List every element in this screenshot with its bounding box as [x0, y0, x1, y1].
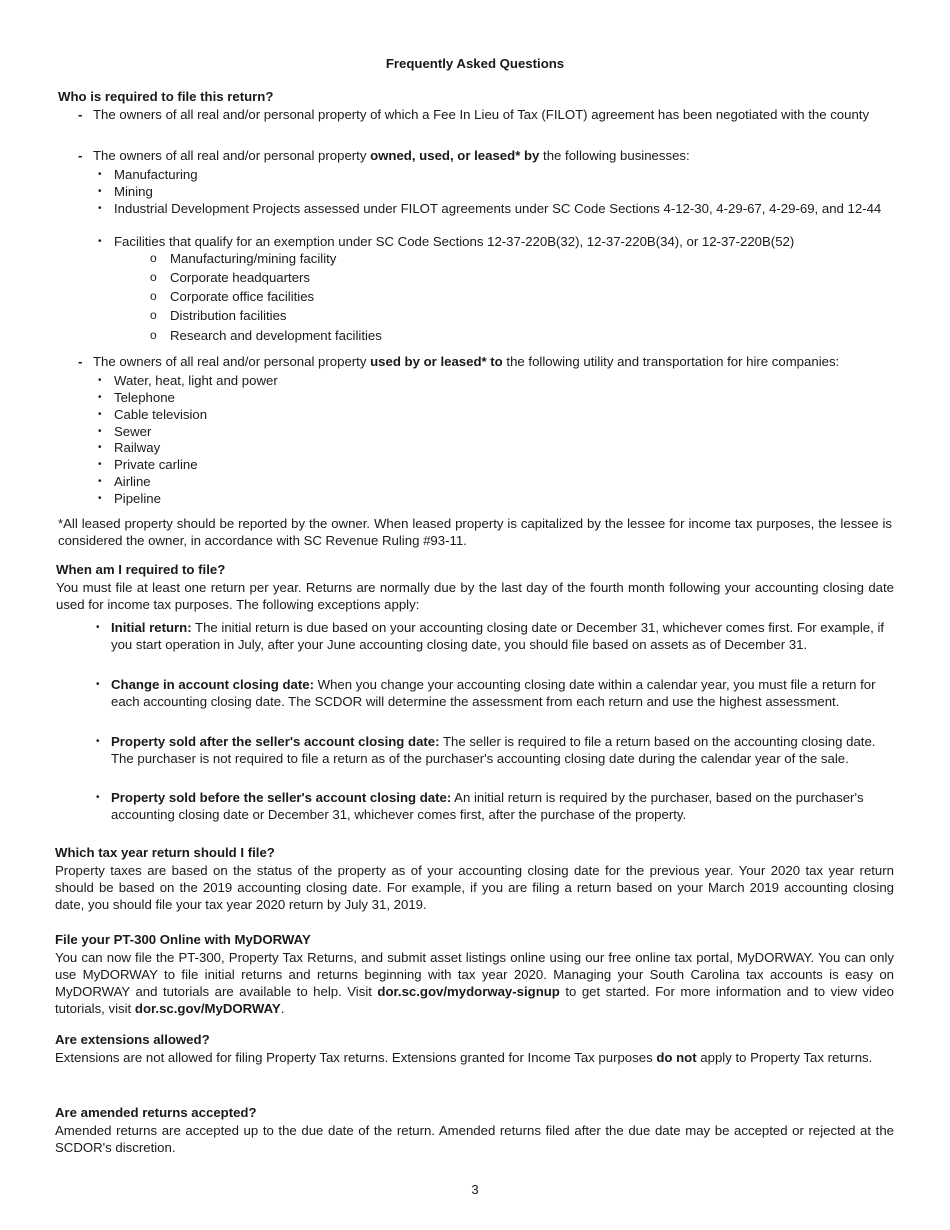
- circle-marker: o: [150, 251, 157, 265]
- who-dash-item-2: [78, 147, 878, 164]
- bullet-marker: •: [98, 459, 102, 470]
- bullet-marker: •: [98, 426, 102, 437]
- page-title: Frequently Asked Questions: [385, 56, 565, 71]
- when-body: You must file at least one return per year. Returns are normally due by the last day of the fourth month following your accounting closing date used for income tax purposes. The following exceptions apply:: [56, 580, 894, 612]
- business-item: • Facilities that qualify for an exemption under SC Code Sections 12-37-220B(32), 12-37-220B(34), or 12-37-220B(52): [98, 234, 795, 249]
- utility-item: • Water, heat, light and power: [98, 373, 278, 388]
- which-heading: Which tax year return should I file?: [55, 845, 275, 860]
- leased-note: *All leased property should be reported by the owner. When leased property is capitalized by the lessee for income tax purposes, the lessee is considered the owner, in accordance with SC Revenue Ruling #93-11.: [58, 516, 892, 548]
- facility-item: o Distribution facilities: [150, 308, 287, 323]
- mydorway-signup-link[interactable]: dor.sc.gov/mydorway-signup: [377, 984, 560, 999]
- dash-text: the following utility and transportation for hire companies:: [502, 354, 840, 369]
- bullet-marker: •: [96, 679, 100, 690]
- facility-item: o Research and development facilities: [150, 328, 382, 343]
- bullet-marker: •: [98, 392, 102, 403]
- dash-marker: -: [78, 107, 83, 122]
- online-body: You can now file the PT-300, Property Tax Returns, and submit asset listings online using our free online tax portal, MyDORWAY. You can only use MyDORWAY to file initial returns and returns beginning with tax year 2020. Managing your South Carolina tax accounts is easy on MyDORWAY and tutorials are available to help. Visit dor.sc.gov/mydorway-signup to get started. For more information and to view video tutorials, visit dor.sc.gov/MyDORWAY.: [55, 950, 894, 1016]
- circle-marker: o: [150, 328, 157, 342]
- utility-item: • Private carline: [98, 457, 198, 472]
- circle-marker: o: [150, 308, 157, 322]
- dash-marker: -: [78, 148, 83, 163]
- dash-bold-text: used by or leased* to: [370, 354, 503, 369]
- bullet-marker: •: [98, 169, 102, 180]
- dash-text: The owners of all real and/or personal property of which a Fee In Lieu of Tax (FILOT) agreement has been negotiated with the county: [93, 107, 870, 122]
- dash-text: the following businesses:: [539, 148, 690, 163]
- utility-item: • Cable television: [98, 407, 208, 422]
- when-heading: When am I required to file?: [56, 562, 226, 577]
- who-dash-item-3: [78, 353, 908, 370]
- which-body: Property taxes are based on the status of the property as of your accounting closing date for the previous year. Your 2020 tax year return should be based on the 2019 accounting closing date. For example, if you are filing a return based on your March 2019 accounting closing date, you should file your tax year 2020 return by July 31, 2019.: [55, 863, 894, 912]
- bullet-marker: •: [96, 792, 100, 803]
- bullet-marker: •: [96, 622, 100, 633]
- amended-body: Amended returns are accepted up to the due date of the return. Amended returns filed after the due date may be accepted or rejected at the SCDOR's discretion.: [55, 1123, 894, 1155]
- facility-item: o Corporate office facilities: [150, 289, 315, 304]
- bullet-marker: •: [98, 409, 102, 420]
- bullet-marker: •: [98, 203, 102, 214]
- utility-item: • Sewer: [98, 424, 152, 439]
- exception-item: • Property sold before the seller's account closing date: An initial return is required by the purchaser, based on the purchaser's accounting closing date or December 31, whichever comes first, after the purchase of the property.: [96, 790, 864, 822]
- page-number: 3: [471, 1182, 479, 1197]
- extensions-heading: Are extensions allowed?: [55, 1032, 210, 1047]
- exception-item: • Property sold after the seller's account closing date: The seller is required to file a return based on the accounting closing date. The purchaser is not required to file a return as of the purchaser's accounting closing date during the calendar year of the sale.: [96, 734, 876, 766]
- utility-item: • Airline: [98, 474, 151, 489]
- dash-marker: -: [78, 354, 83, 369]
- facility-item: o Corporate headquarters: [150, 270, 311, 285]
- business-item: • Mining: [98, 184, 153, 199]
- circle-marker: o: [150, 270, 157, 284]
- bullet-marker: •: [98, 375, 102, 386]
- dash-text: The owners of all real and/or personal property: [93, 354, 371, 369]
- utility-item: • Railway: [98, 440, 161, 455]
- bullet-marker: •: [98, 442, 102, 453]
- bullet-marker: •: [98, 236, 102, 247]
- business-item: • Manufacturing: [98, 167, 198, 182]
- bullet-marker: •: [96, 736, 100, 747]
- business-item: • Industrial Development Projects assessed under FILOT agreements under SC Code Sections 4-12-30, 4-29-67, 4-29-69, and 12-44: [98, 201, 882, 216]
- utility-item: • Telephone: [98, 390, 175, 405]
- who-heading: Who is required to file this return?: [58, 89, 274, 104]
- exception-item: • Change in account closing date: When you change your accounting closing date within a calendar year, you must file a return for each accounting closing date. The SCDOR will determine the assessment from each return and use the highest assessment.: [96, 677, 876, 709]
- amended-heading: Are amended returns accepted?: [55, 1105, 257, 1120]
- utility-item: • Pipeline: [98, 491, 161, 506]
- mydorway-link[interactable]: dor.sc.gov/MyDORWAY: [134, 1001, 281, 1016]
- bullet-marker: •: [98, 476, 102, 487]
- bullet-marker: •: [98, 493, 102, 504]
- circle-marker: o: [150, 289, 157, 303]
- exception-item: • Initial return: The initial return is due based on your accounting closing date or December 31, whichever comes first. For example, if you start operation in July, after your June accounting closing date, you should file based on assets as of December 31.: [96, 620, 885, 652]
- facility-item: o Manufacturing/mining facility: [150, 251, 337, 266]
- dash-bold-text: owned, used, or leased* by: [370, 148, 540, 163]
- who-dash-item-1: [78, 106, 878, 123]
- extensions-body: Extensions are not allowed for filing Property Tax returns. Extensions granted for Income Tax purposes do not apply to Property Tax returns.: [55, 1050, 873, 1065]
- online-heading: File your PT-300 Online with MyDORWAY: [55, 932, 311, 947]
- bullet-marker: •: [98, 186, 102, 197]
- dash-text: The owners of all real and/or personal property: [93, 148, 371, 163]
